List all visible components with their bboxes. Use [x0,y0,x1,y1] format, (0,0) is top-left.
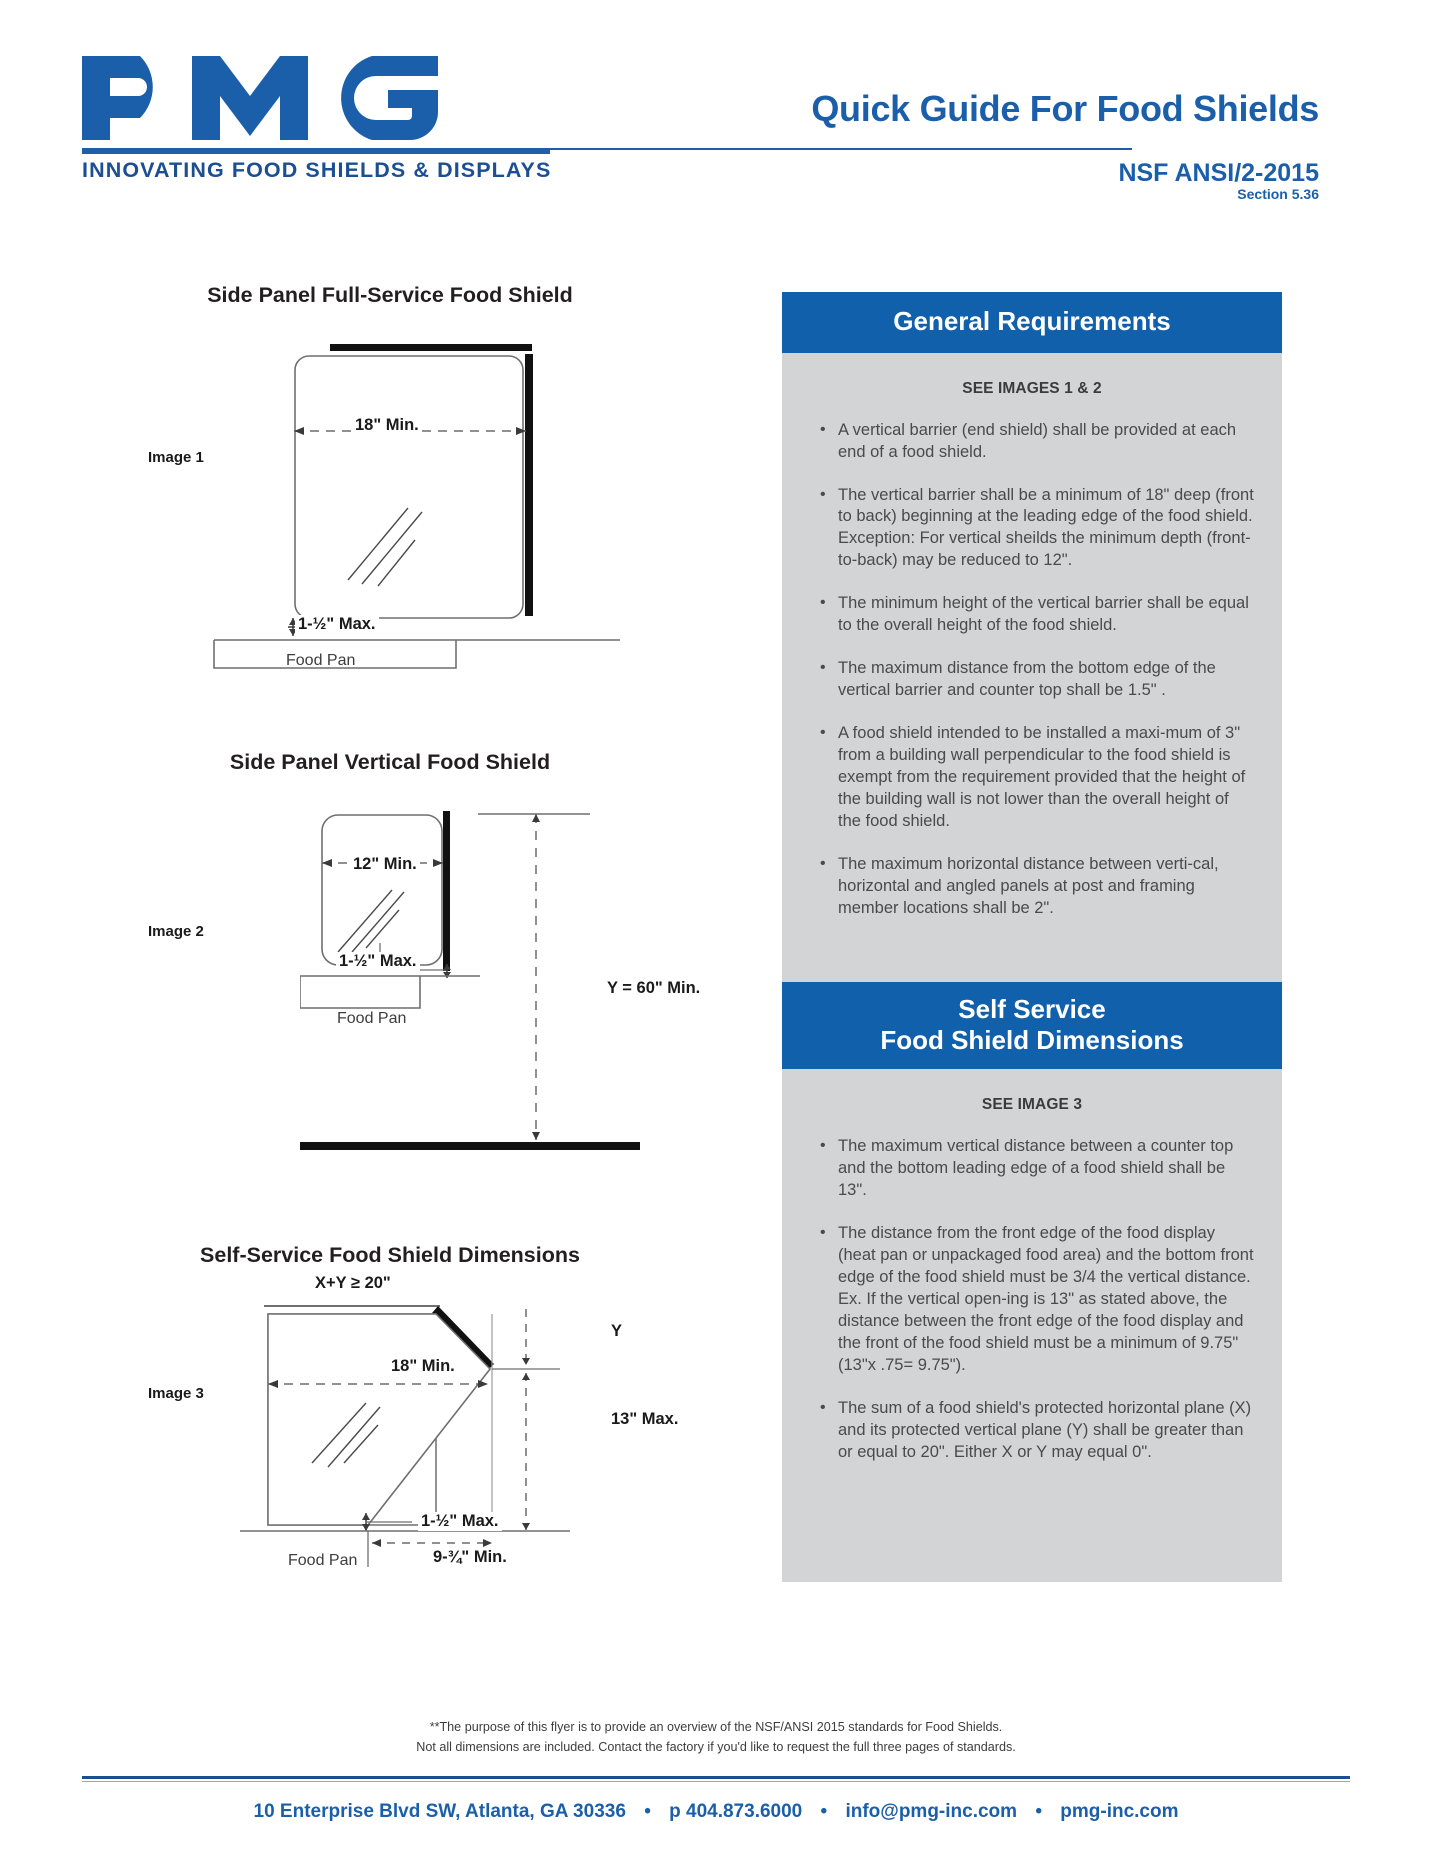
list-item: • A vertical barrier (end shield) shall be provided at each end of a food shield. [838,420,1256,464]
general-requirements-list [808,420,1256,920]
diagram-2-gap-label: 1-½" Max. [336,952,420,971]
diagram-3-drawing [240,1285,640,1575]
diagram-2-image-label: Image 2 [148,923,204,940]
footer-separator-1: • [644,1801,651,1822]
list-item: • The minimum height of the vertical barrier shall be equal to the overall height of the food shield. [838,593,1256,637]
list-item: • A food shield intended to be installed a maxi-mum of 3" from a building wall perpendicular to the food shield is exempt from the requirement provided that the height of the building wall is not lower than the overall height of the food shield. [838,723,1256,833]
diagram-2-height-label: Y = 60" Min. [604,979,703,998]
disclaimer-line-1: **The purpose of this flyer is to provide an overview of the NSF/ANSI 2015 standards for Food Shields. [429,1720,1003,1734]
page-title: Quick Guide For Food Shields [811,88,1319,129]
general-requirements-panel [782,292,1282,982]
diagram-3-gap-label: 1-½" Max. [418,1512,502,1531]
pmg-logo [80,48,550,143]
page-header [0,0,1432,205]
disclaimer [0,1718,1432,1757]
pmg-logo-icon [80,48,480,143]
diagram-2-pan-label: Food Pan [337,1010,407,1027]
diagram-3-vertical-label: 13" Max. [608,1410,681,1429]
diagram-1-image-label: Image 1 [148,449,204,466]
diagram-1-depth-label: 18" Min. [352,416,422,435]
diagram-1-title: Side Panel Full-Service Food Shield [207,283,573,307]
footer-email[interactable]: info@pmg-inc.com [845,1801,1018,1822]
list-item: • The maximum vertical distance between a counter top and the bottom leading edge of a food shield shall be 13". [838,1136,1256,1202]
self-service-panel [782,982,1282,1582]
diagram-1-drawing [200,330,620,670]
diagram-3-sum-label: X+Y ≥ 20" [312,1274,394,1293]
self-service-heading-line1: Self Service [958,994,1106,1024]
standard-label: NSF ANSI/2-2015 [1118,159,1319,187]
footer-website[interactable]: pmg-inc.com [1060,1801,1179,1822]
diagram-2-depth-label: 12" Min. [350,855,420,874]
general-requirements-see-label: SEE IMAGES 1 & 2 [962,379,1102,397]
footer-contact [0,1801,1432,1823]
header-divider [82,148,1132,150]
diagram-2-title: Side Panel Vertical Food Shield [229,750,551,774]
diagram-3-title: Self-Service Food Shield Dimensions [200,1243,580,1267]
general-requirements-body [782,353,1282,951]
general-requirements-heading: General Requirements [782,292,1282,353]
diagram-3-front-label: 9-¾" Min. [430,1548,510,1567]
footer-separator-2: • [820,1801,828,1822]
diagram-3-pan-label: Food Pan [288,1552,358,1569]
diagram-1-gap-label: 1-½" Max. [295,615,379,634]
list-item: • The distance from the front edge of the food display (heat pan or unpackaged food area) and the bottom front edge of the food shield must be 3/4 the vertical distance. Ex. If the vertical open-ing is 13" as stated above, the distance between the front edge of the food display and the front of the food shield must be a minimum of 9.75" (13"x .75= 9.75"). [838,1223,1256,1377]
diagram-3-image-label: Image 3 [148,1385,204,1402]
diagram-3-y-label: Y [608,1322,625,1341]
footer-divider-primary [82,1776,1350,1779]
self-service-heading [782,982,1282,1069]
footer-address: 10 Enterprise Blvd SW, Atlanta, GA 30336 [253,1801,626,1822]
footer-separator-3: • [1035,1801,1042,1822]
list-item: • The maximum horizontal distance between verti-cal, horizontal and angled panels at post and framing member locations shall be 2". [838,854,1256,920]
diagram-1-pan-label: Food Pan [286,652,356,669]
footer-phone[interactable]: p 404.873.6000 [669,1801,803,1822]
section-label: Section 5.36 [1237,186,1319,202]
list-item: • The maximum distance from the bottom edge of the vertical barrier and counter top shall be 1.5" . [838,658,1256,702]
self-service-heading-line2: Food Shield Dimensions [880,1024,1184,1055]
brand-tagline: INNOVATING FOOD SHIELDS & DISPLAYS [82,158,552,182]
list-item: • The vertical barrier shall be a minimum of 18" deep (front to back) beginning at the leading edge of the food shield. Exception: For vertical sheilds the minimum depth (front-to-back) may be reduced to 12". [838,485,1256,573]
list-item: • The sum of a food shield's protected horizontal plane (X) and its protected vertical plane (Y) shall be greater than or equal to 20". Either X or Y may equal 0". [838,1398,1256,1464]
diagram-3-depth-label: 18" Min. [388,1357,458,1376]
footer-divider-secondary [82,1781,1350,1782]
self-service-see-label: SEE IMAGE 3 [981,1096,1083,1114]
self-service-list [808,1136,1256,1463]
self-service-body [782,1069,1282,1494]
disclaimer-line-2: Not all dimensions are included. Contact the factory if you'd like to request the full three pages of standards. [416,1739,1016,1754]
logo-divider [82,150,550,154]
